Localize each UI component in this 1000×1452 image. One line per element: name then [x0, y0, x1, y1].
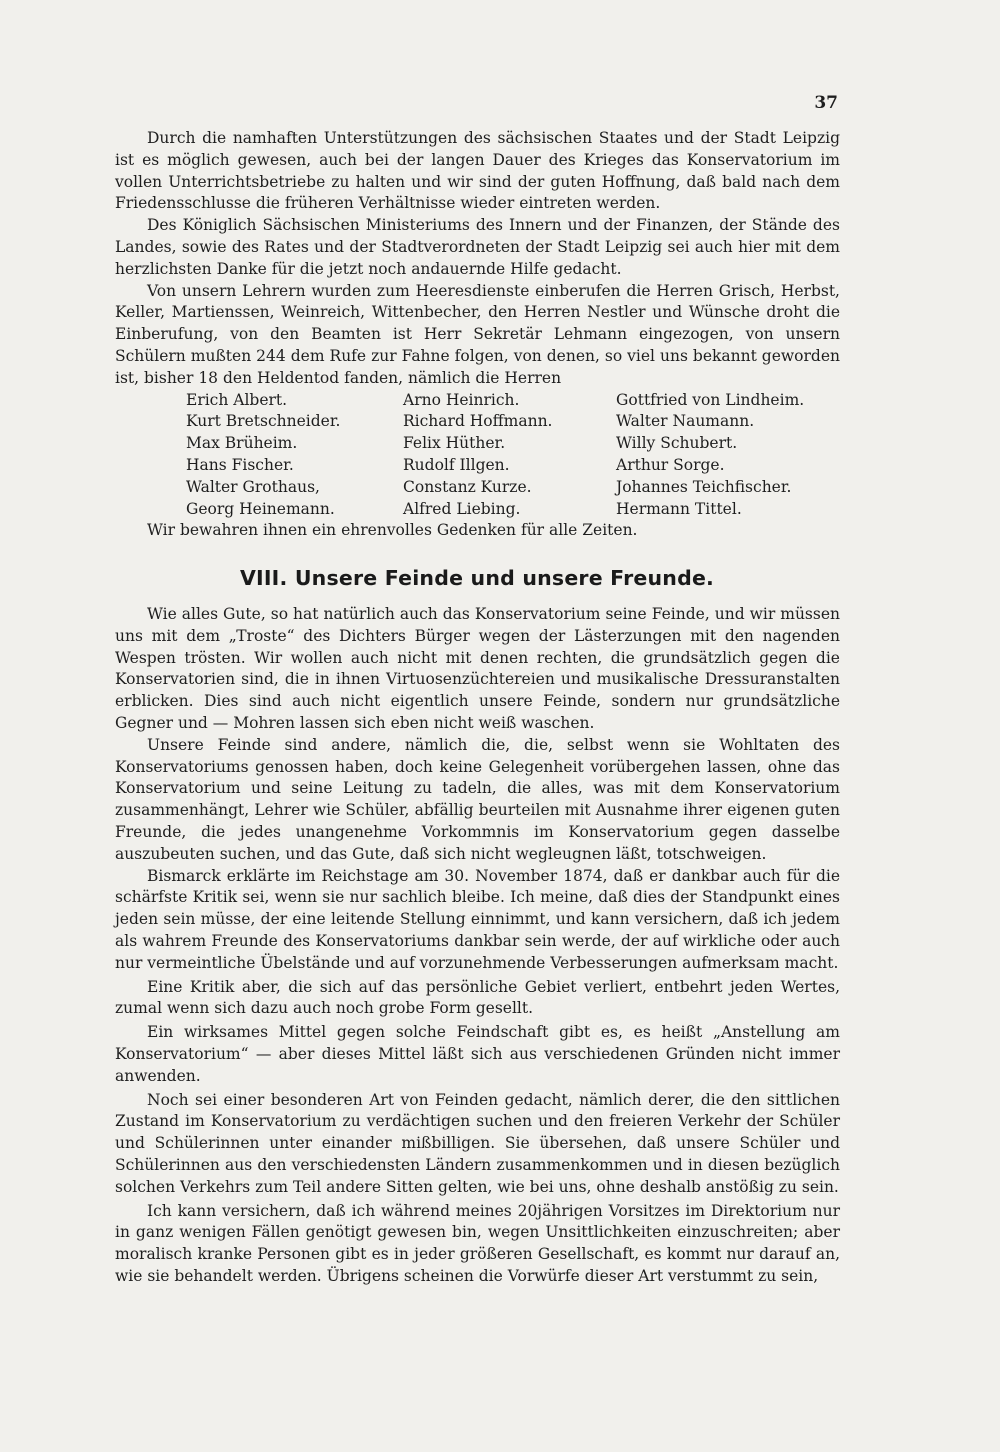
paragraph: Eine Kritik aber, die sich auf das persönliche Gebiet verliert, entbehrt jeden Wertes, zumal wenn sich dazu auch noch grobe Form gesellt. [115, 977, 840, 1018]
paragraph: Wie alles Gute, so hat natürlich auch das Konservatorium seine Feinde, und wir müssen uns mit dem „Troste“ des Dichters Bürger wegen der Lästerzungen mit den nagenden Wespen trösten. Wir wollen auch nicht mit denen rechten, die grundsätzlich gegen die Konservatorien sind, die in ihnen Virtuosenzüchtereien und musikalische Dressuranstalten erblicken. Dies sind auch nicht eigentlich unsere Feinde, sondern nur grundsätzliche Gegner und — Mohren lassen sich eben nicht weiß waschen. [115, 605, 840, 732]
paragraph: Des Königlich Sächsischen Ministeriums des Innern und der Finanzen, der Stände des Landes, sowie des Rates und der Stadtverordneten der Stadt Leipzig sei auch hier mit dem herzlichsten Danke für die jetzt noch andauernde Hilfe gedacht. [115, 216, 840, 278]
paragraph: Von unsern Lehrern wurden zum Heeresdienste einberufen die Herren Grisch, Herbst, Keller, Martienssen, Weinreich, Wittenbecher, den Herren Nestler und Wünsche droht die Einberufung, von den Beamten ist Herr Sekretär Lehmann eingezogen, von unsern Schülern mußten 244 dem Rufe zur Fahne folgen, von denen, so viel uns bekannt geworden ist, bisher 18 den Heldentod fanden, nämlich die Herren [115, 281, 840, 387]
list-item: Walter Grothaus, [186, 477, 320, 496]
section-body-intro [115, 128, 840, 542]
list-item: Erich Albert. [186, 390, 288, 409]
paragraph: Wir bewahren ihnen ein ehrenvolles Gedenken für alle Zeiten. [147, 521, 638, 540]
list-item: Arthur Sorge. [616, 455, 725, 474]
fallen-students-list [186, 390, 840, 521]
section-body-enemies-friends [115, 604, 840, 1288]
list-item: Arno Heinrich. [403, 390, 520, 409]
list-item: Georg Heinemann. [186, 499, 335, 518]
paragraph: Durch die namhaften Unterstützungen des sächsischen Staates und der Stadt Leipzig ist es möglich gewesen, auch bei der langen Dauer des Krieges das Konservatorium im vollen Unterrichtsbetriebe zu halten und wir sind der guten Hoffnung, daß bald nach dem Friedensschlusse die früheren Verhältnisse wieder eintreten werden. [115, 129, 840, 213]
paragraph: Unsere Feinde sind andere, nämlich die, die, selbst wenn sie Wohltaten des Konservatoriums genossen haben, doch keine Gelegenheit vorübergehen lassen, ohne das Konservatorium und seine Leitung zu tadeln, die alles, was mit dem Konservatorium zusammenhängt, Lehrer wie Schüler, abfällig beurteilen mit Ausnahme ihrer eigenen guten Freunde, die jedes unangenehme Vorkommnis im Konservatorium gegen dasselbe auszubeuten suchen, und das Gute, daß sich nicht wegleugnen läßt, totschweigen. [115, 735, 840, 863]
list-item: Constanz Kurze. [403, 477, 532, 496]
page-number: 37 [814, 93, 838, 113]
list-item: Kurt Bretschneider. [186, 412, 341, 431]
list-item: Gottfried von Lindheim. [616, 390, 805, 409]
list-item: Johannes Teichfischer. [616, 477, 792, 496]
list-item: Felix Hüther. [403, 434, 506, 453]
paragraph: Noch sei einer besonderen Art von Feinden gedacht, nämlich derer, die den sittlichen Zustand im Konservatorium zu verdächtigen suchen und den freieren Verkehr der Schüler und Schülerinnen unter einander mißbilligen. Sie übersehen, daß unsere Schüler und Schülerinnen aus den verschiedensten Ländern zusammenkommen und in diesen bezüglich solchen Verkehrs zum Teil andere Sitten gelten, wie bei uns, ohne deshalb anstößig zu sein. [115, 1090, 840, 1196]
list-item: Rudolf Illgen. [403, 455, 510, 474]
list-item: Richard Hoffmann. [403, 412, 553, 431]
list-item: Hans Fischer. [186, 455, 294, 474]
list-item: Max Brüheim. [186, 434, 298, 453]
list-item: Hermann Tittel. [616, 499, 742, 518]
paragraph: Ich kann versichern, daß ich während meines 20jährigen Vorsitzes im Direktorium nur in ganz wenigen Fällen genötigt gewesen bin, wegen Unsittlichkeiten einzuschreiten; aber moralisch kranke Personen gibt es in jeder größeren Gesellschaft, es kommt nur darauf an, wie sie behandelt werden. Übrigens scheinen die Vorwürfe dieser Art verstummt zu sein, [115, 1201, 840, 1285]
paragraph: Bismarck erklärte im Reichstage am 30. November 1874, daß er dankbar auch für die schärfste Kritik sei, wenn sie nur sachlich bleibe. Ich meine, daß dies der Standpunkt eines jeden sein müsse, der eine leitende Stellung einnimmt, und kann versichern, daß ich jedem als wahrem Freunde des Konservatoriums dankbar sein werde, der auf wirkliche oder auch nur vermeintliche Übelstände und auf vorzunehmende Verbesserungen aufmerksam macht. [115, 866, 840, 972]
list-item: Willy Schubert. [616, 434, 738, 453]
paragraph: Ein wirksames Mittel gegen solche Feindschaft gibt es, es heißt „Anstellung am Konservatorium“ — aber dieses Mittel läßt sich aus verschiedenen Gründen nicht immer anwenden. [115, 1023, 840, 1085]
list-item: Alfred Liebing. [403, 499, 521, 518]
list-item: Walter Naumann. [616, 412, 755, 431]
section-heading: VIII. Unsere Feinde und unsere Freunde. [239, 566, 715, 590]
